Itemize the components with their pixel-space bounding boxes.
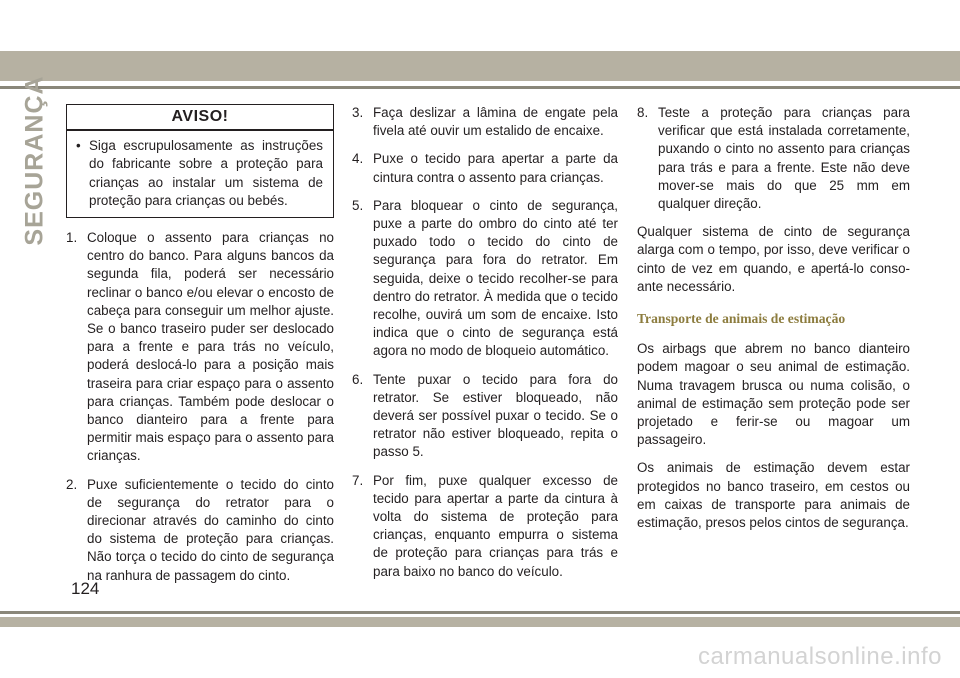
step-text: Puxe suficientemente o tecido do cinto de segurança do retrator para o direcionar através do caminho do cinto do sistema de proteção para crianças. Não torça o tecido do cinto de segurança na ranhura de passagem do cinto. <box>87 476 334 583</box>
pets-paragraph: Os airbags que abrem no banco dianteiro podem magoar o seu animal de estimação. Numa travagem brusca ou numa colisão, o animal de estimação sem proteção pode ser projetado e ferir-se ou magoar um passageiro. <box>637 341 910 448</box>
step-text: Faça deslizar a lâmina de engate pela fivela até ouvir um estalido de encaixe. <box>373 105 618 139</box>
warning-body <box>67 131 333 217</box>
step-number: 1. <box>66 230 78 246</box>
header-rule <box>0 86 960 89</box>
header-band <box>0 51 960 81</box>
step-item <box>637 104 910 213</box>
step-item <box>66 476 334 585</box>
watermark: carmanualsonline.info <box>698 643 942 670</box>
column-3 <box>637 104 910 542</box>
page-number: 124 <box>71 579 100 598</box>
warning-text: Siga escrupulosamente as instruções do fabricante sobre a proteção para crianças ao instalar um sistema de proteção para crianças ou bebés. <box>89 138 323 208</box>
section-tab <box>20 74 50 246</box>
step-text: Coloque o assento para crianças no centro do banco. Para alguns bancos da segunda fila, poderá ser necessário reclinar o banco e/ou elevar o encosto de cabeça para conseguir um melhor ajuste. Se o banco traseiro puder ser deslocado para a frente e para trás no veículo, poderá deslocá-lo para a posição mais traseira para criar espaço para o assento para crianças. Também pode deslocar o banco dianteiro para a frente para permitir mais espaço para o assento para crianças. <box>87 230 334 464</box>
bullet-icon: • <box>76 138 81 154</box>
step-number: 5. <box>352 197 364 213</box>
pets-heading: Transporte de animais de estimação <box>637 311 846 327</box>
step-number: 6. <box>352 371 364 387</box>
warning-title: AVISO! <box>67 105 333 131</box>
step-item <box>66 229 334 466</box>
step-item <box>352 104 618 140</box>
step-item <box>352 371 618 462</box>
step-text: Teste a proteção para crianças para verificar que está instalada corretamente, puxando o cinto no assento para crianças para trás e para a frente. Este não deve mover-se mais do que 25 mm em qualquer direção. <box>658 105 910 212</box>
step-number: 7. <box>352 472 364 488</box>
step-text: Tente puxar o tecido para fora do retrator. Se estiver bloqueado, não deverá ser possível puxar o tecido. Se o retrator não estiver bloqueado, repita o passo 5. <box>373 371 618 460</box>
step-item <box>352 197 618 361</box>
step-item <box>352 150 618 186</box>
warning-box <box>66 104 334 218</box>
step-number: 8. <box>637 105 649 120</box>
step-item <box>352 472 618 581</box>
pets-paragraph: Os animais de estimação devem estar protegidos no banco traseiro, em cestos ou em caixas de transporte para animais de estimação, presos pelos cintos de segurança. <box>637 460 910 531</box>
step-text: Por fim, puxe qualquer excesso de tecido para apertar a parte da cintura à volta do sistema de proteção para crianças, enquanto empurra o sistema de proteção para crianças para trás e para baixo no banco do veículo. <box>373 472 618 579</box>
footer-rule <box>0 611 960 614</box>
belt-note: Qualquer sistema de cinto de segurança alarga com o tempo, por isso, deve verificar o cinto de vez em quando, e apertá-lo consoante necessário. <box>637 224 910 294</box>
step-text: Puxe o tecido para apertar a parte da cintura contra o assento para crianças. <box>373 151 618 185</box>
column-1 <box>66 104 334 595</box>
column-2 <box>352 104 618 591</box>
footer-band <box>0 617 960 627</box>
step-number: 3. <box>352 105 364 120</box>
step-number: 2. <box>66 476 78 492</box>
step-number: 4. <box>352 151 364 167</box>
step-text: Para bloquear o cinto de segurança, puxe a parte do ombro do cinto até ter puxado todo o tecido do cinto de segurança para fora do retrator. Em seguida, deixe o tecido recolher-se para dentro do retrator. À medida que o tecido recolhe, ouvirá um som de encaixe. Isto indica que o cinto de segurança está agora no modo de bloqueio automático. <box>373 197 618 359</box>
section-tab-label: SEGURANÇA <box>20 74 49 246</box>
